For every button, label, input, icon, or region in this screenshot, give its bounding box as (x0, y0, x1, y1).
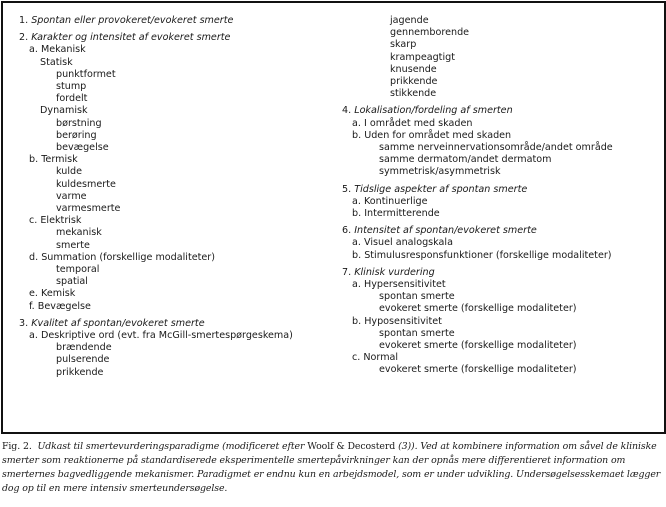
outline-item: gennemborende (390, 27, 470, 39)
outline-item: temporal (56, 264, 100, 276)
section-number: 6. (342, 225, 352, 237)
outline-item: berøring (56, 129, 97, 141)
section-title-text: Lokalisation/fordeling af smerten (354, 105, 513, 117)
outline-item: c. Elektrisk (29, 215, 82, 227)
section-title (342, 105, 662, 117)
outline-item: evokeret smerte (forskellige modaliteter) (379, 340, 577, 352)
section-number: 1. (19, 15, 29, 26)
section-title (19, 318, 329, 330)
outline-item: a. Kontinuerlige (352, 195, 428, 207)
outline-item: prikkende (56, 366, 104, 378)
outline-section (19, 318, 329, 379)
section-title (19, 15, 329, 27)
outline-item: brændende (56, 342, 112, 354)
outline-item: b. Termisk (29, 154, 78, 166)
outline-item: a. Visuel analogskala (352, 237, 453, 249)
right-column (342, 15, 662, 382)
outline-item: fordelt (56, 93, 88, 105)
section-number: 5. (342, 183, 352, 195)
section-number: 7. (342, 266, 352, 278)
section-title (342, 267, 662, 279)
section-number: 3. (19, 317, 29, 329)
outline-item: Dynamisk (40, 105, 88, 117)
outline-item: mekanisk (56, 227, 102, 239)
caption-text-part2: (3)). Ved at kombinere information om såvel de kliniske smerter som reaktionerne på standardiserede eksperimentelle smertepåvirkninger kan der opnås mere differentieret information om smerternes bagvedliggende mekanismer. Paradigmet er endnu kun en arbejdsmodel, som er under udvikling. Undersøgelsesskemaet lægger dog op til en mere intensiv smerteundersøgelse. (2, 441, 661, 495)
outline-section (342, 184, 662, 221)
section-title-text: Intensitet af spontan/evokeret smerte (354, 225, 537, 237)
outline-item: a. Hypersensitivitet (352, 279, 446, 291)
outline-item: smerte (56, 239, 90, 251)
outline-item: skarp (390, 39, 417, 51)
outline-item: a. I området med skaden (352, 117, 473, 129)
outline-item: e. Kemisk (29, 288, 76, 300)
outline-item: symmetrisk/asymmetrisk (379, 166, 501, 178)
outline-item: spontan smerte (379, 327, 455, 339)
section-number: 2. (19, 32, 29, 44)
caption-text-part1: Udkast til smertevurderingsparadigme (modificeret efter (37, 441, 305, 452)
outline-item: kuldesmerte (56, 178, 116, 190)
outline-item: knusende (390, 63, 437, 75)
outline-item: a. Deskriptive ord (evt. fra McGill-smertespørgeskema) (29, 330, 293, 342)
outline-item: samme dermatom/andet dermatom (379, 154, 552, 166)
outline-item: børstning (56, 117, 102, 129)
outline-item: pulserende (56, 354, 110, 366)
continued-descriptor-list (342, 15, 662, 100)
outline-item: b. Uden for området med skaden (352, 129, 512, 141)
outline-section (342, 225, 662, 262)
section-number: 4. (342, 105, 352, 117)
outline-item: krampeagtigt (390, 51, 455, 63)
outline-item: evokeret smerte (forskellige modaliteter) (379, 364, 577, 376)
section-title-text: Kvalitet af spontan/evokeret smerte (31, 317, 205, 329)
section-title (342, 225, 662, 237)
section-title-text: Tidslige aspekter af spontan smerte (354, 183, 528, 195)
outline-item: kulde (56, 166, 82, 178)
section-title (342, 184, 662, 196)
outline-item: evokeret smerte (forskellige modaliteter) (379, 303, 577, 315)
figure-caption (2, 440, 664, 496)
section-title-text: Karakter og intensitet af evokeret smerte (31, 32, 231, 44)
outline-item: bevægelse (56, 142, 109, 154)
outline-item: varmesmerte (56, 203, 121, 215)
outline-item: Statisk (40, 56, 73, 68)
outline-section (342, 105, 662, 178)
outline-section (342, 267, 662, 377)
section-title (19, 32, 329, 44)
outline-item: b. Hyposensitivitet (352, 315, 442, 327)
outline-item: jagende (390, 15, 429, 26)
outline-item: d. Summation (forskellige modaliteter) (29, 251, 215, 263)
outline-section (19, 15, 329, 27)
outline-item: b. Stimulusresponsfunktioner (forskellige modaliteter) (352, 249, 612, 261)
outline-section (19, 32, 329, 313)
outline-item: varme (56, 190, 87, 202)
section-title-text: Klinisk vurdering (354, 266, 435, 278)
section-title-text: Spontan eller provokeret/evokeret smerte (31, 15, 234, 26)
caption-label: Fig. 2. (2, 441, 32, 452)
caption-author: Woolf & Decosterd (307, 441, 396, 452)
outline-item: c. Normal (352, 352, 399, 364)
outline-item: f. Bevægelse (29, 300, 91, 312)
outline-item: spatial (56, 276, 88, 288)
outline-item: punktformet (56, 68, 116, 80)
left-column (19, 15, 329, 384)
outline-item: spontan smerte (379, 291, 455, 303)
outline-item: samme nerveinnervationsområde/andet område (379, 142, 613, 154)
outline-item: stikkende (390, 88, 437, 100)
outline-item: b. Intermitterende (352, 208, 440, 220)
outline-item: stump (56, 81, 87, 93)
outline-item: prikkende (390, 76, 438, 88)
figure-frame (1, 1, 666, 434)
outline-item: a. Mekanisk (29, 44, 86, 56)
